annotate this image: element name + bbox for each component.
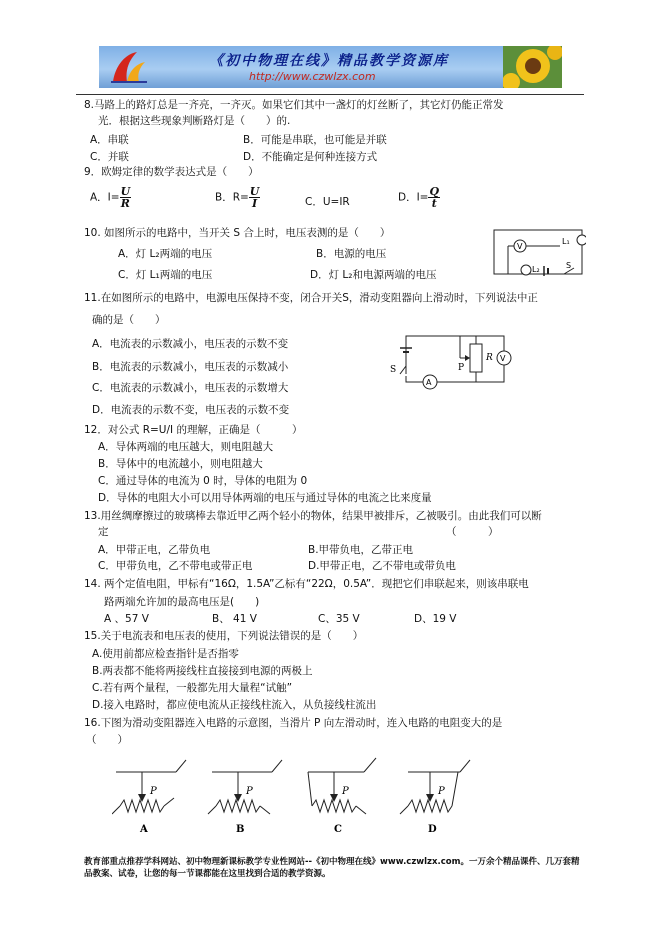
q8-option-d: D．不能确定是何种连接方式 bbox=[243, 151, 378, 163]
q16-d-p-label: P bbox=[438, 786, 445, 797]
q14-option-a: A 、57 V bbox=[104, 613, 149, 625]
q16-label-d: D bbox=[428, 824, 437, 835]
q13-option-a: A．甲带正电，乙带负电 bbox=[98, 544, 211, 556]
q16-label-a: A bbox=[140, 824, 148, 835]
q11-circuit-diagram bbox=[386, 330, 518, 396]
sunflower-icon bbox=[503, 46, 562, 88]
q15-option-a: A.使用前都应检查指针是否指零 bbox=[92, 648, 239, 660]
q9-b-numerator: U bbox=[249, 185, 260, 198]
q11-slider-label: P bbox=[458, 363, 465, 373]
q9-d-fraction bbox=[428, 186, 440, 209]
q16-label-b: B bbox=[236, 824, 245, 835]
q9-option-d bbox=[398, 186, 440, 209]
q12-option-d: D．导体的电阻大小可以用导体两端的电压与通过导体的电流之比来度量 bbox=[98, 492, 432, 504]
q10-stem: 10. 如图所示的电路中，当开关 S 合上时，电压表测的是（ ） bbox=[84, 227, 391, 239]
q8-stem-line2: 光．根据这些现象判断路灯是（ ）的. bbox=[98, 115, 291, 127]
site-logo-icon bbox=[107, 48, 151, 86]
q16-a-p-label: P bbox=[150, 786, 157, 797]
q11-option-a: A．电流表的示数减小，电压表的示数不变 bbox=[92, 338, 289, 350]
q9-option-b bbox=[215, 186, 260, 209]
q16-diagram-b bbox=[208, 760, 282, 835]
q9-a-denominator: R bbox=[120, 197, 130, 210]
q10-l1-label: L₁ bbox=[562, 237, 570, 246]
q11-switch-label: S bbox=[390, 365, 397, 375]
q13-stem-line1: 13.用丝绸摩擦过的玻璃棒去靠近甲乙两个轻小的物体，结果甲被排斥，乙被吸引。由此我们可以断 bbox=[84, 510, 542, 522]
q9-b-denominator: I bbox=[252, 197, 258, 210]
q8-option-c: C．并联 bbox=[90, 151, 129, 163]
q15-option-c: C.若有两个量程，一般都先用大量程“试触” bbox=[92, 682, 293, 694]
q9-a-fraction bbox=[120, 186, 132, 209]
q16-diagram-d bbox=[400, 760, 470, 835]
q9-stem: 9．欧姆定律的数学表达式是（ ） bbox=[84, 166, 259, 178]
q11-ammeter-label: A bbox=[426, 378, 432, 387]
q14-stem-line1: 14. 两个定值电阻，甲标有“16Ω，1.5A”乙标有“22Ω，0.5A”．现把它们串联起来，则该串联电 bbox=[84, 578, 529, 590]
q11-option-b: B．电流表的示数减小，电压表的示数减小 bbox=[92, 361, 289, 373]
q12-option-c: C．通过导体的电流为 0 时，导体的电阻为 0 bbox=[98, 475, 308, 487]
q10-option-a: A．灯 L₂两端的电压 bbox=[118, 248, 213, 260]
q15-stem: 15.关于电流表和电压表的使用，下列说法错误的是（ ） bbox=[84, 630, 364, 642]
banner-url[interactable]: http://www.czwlzx.com bbox=[249, 70, 376, 83]
q16-answer-paren: （ ） bbox=[86, 734, 128, 746]
q9-a-prefix: A．I= bbox=[90, 191, 120, 204]
q16-label-c: C bbox=[334, 824, 342, 835]
q16-stem: 16.下图为滑动变阻器连入电路的示意图，当滑片 P 向左滑动时，连入电路的电阻变大的是 bbox=[84, 717, 503, 729]
q10-voltmeter-label: V bbox=[517, 242, 523, 251]
header-rule bbox=[76, 94, 584, 95]
q11-resistor-label: R bbox=[486, 353, 493, 363]
q12-option-b: B．导体中的电流越小，则电阻越大 bbox=[98, 458, 263, 470]
q10-lamp-l2-icon bbox=[521, 265, 531, 275]
q10-option-b: B．电源的电压 bbox=[316, 248, 387, 260]
q13-answer-paren: （ ） bbox=[446, 526, 499, 538]
q16-rheostat-diagrams bbox=[112, 752, 472, 836]
q10-circuit-diagram bbox=[490, 226, 586, 280]
q11-rheostat-icon bbox=[470, 344, 482, 372]
footer-text: 教育部重点推荐学科网站、初中物理新课标教学专业性网站--《初中物理在线》www.czwlzx.com。一万余个精品课件、几万套精品教案、试卷，让您的每一节课都能在这里找到合适的教学资源。 bbox=[84, 857, 580, 879]
q9-a-numerator: U bbox=[120, 185, 131, 198]
q14-option-c: C、35 V bbox=[318, 613, 360, 625]
q10-switch-label: S bbox=[566, 261, 572, 270]
q13-option-b: B.甲带负电，乙带正电 bbox=[308, 544, 414, 556]
q9-option-a bbox=[90, 186, 131, 209]
q15-option-d: D.接入电路时，都应使电流从正接线柱流入，从负接线柱流出 bbox=[92, 699, 377, 711]
q9-option-c: C．U=IR bbox=[305, 196, 350, 208]
q13-option-c: C．甲带负电，乙不带电或带正电 bbox=[98, 560, 253, 572]
q10-l2-label: L₂ bbox=[532, 265, 540, 274]
q11-option-d: D．电流表的示数不变，电压表的示数不变 bbox=[92, 404, 290, 416]
q15-option-b: B.两表都不能将两接线柱直接接到电源的两极上 bbox=[92, 665, 313, 677]
q11-stem-line2: 确的是（ ） bbox=[92, 314, 166, 326]
q13-option-d: D.甲带正电，乙不带电或带负电 bbox=[308, 560, 456, 572]
q11-stem-line1: 11.在如图所示的电路中，电源电压保持不变，闭合开关S，滑动变阻器向上滑动时，下列说法中正 bbox=[84, 292, 538, 304]
q16-c-p-label: P bbox=[342, 786, 349, 797]
q11-option-c: C．电流表的示数减小，电压表的示数增大 bbox=[92, 382, 289, 394]
q10-option-c: C．灯 L₁两端的电压 bbox=[118, 269, 213, 281]
q12-stem: 12．对公式 R=U/I 的理解，正确是（ ） bbox=[84, 424, 303, 436]
q9-d-prefix: D．I= bbox=[398, 191, 429, 204]
q12-option-a: A．导体两端的电压越大，则电阻越大 bbox=[98, 441, 274, 453]
q11-voltmeter-label: V bbox=[500, 354, 506, 363]
header-banner bbox=[99, 46, 562, 88]
q9-b-fraction bbox=[249, 186, 261, 209]
q8-option-b: B．可能是串联，也可能是并联 bbox=[243, 134, 387, 146]
q8-stem-line1: 8.马路上的路灯总是一齐亮，一齐灭。如果它们其中一盏灯的灯丝断了，其它灯仍能正常发 bbox=[84, 99, 504, 111]
q9-b-prefix: B．R= bbox=[215, 191, 249, 204]
q14-option-d: D、19 V bbox=[414, 613, 457, 625]
q8-option-a: A．串联 bbox=[90, 134, 129, 146]
q10-option-d: D．灯 L₂和电源两端的电压 bbox=[310, 269, 437, 281]
q11-switch-icon bbox=[400, 366, 406, 374]
q14-option-b: B、 41 V bbox=[212, 613, 257, 625]
q14-stem-line2: 路两端允许加的最高电压是( ) bbox=[104, 596, 260, 608]
q10-lamp-l1-icon bbox=[577, 235, 586, 245]
q16-diagram-c bbox=[308, 758, 376, 835]
q9-d-numerator: Q bbox=[429, 185, 440, 198]
q16-b-p-label: P bbox=[246, 786, 253, 797]
q9-d-denominator: t bbox=[431, 197, 437, 210]
banner-title: 《初中物理在线》精品教学资源库 bbox=[209, 53, 449, 69]
q13-stem-line2: 定 bbox=[98, 526, 109, 538]
q16-diagram-a bbox=[112, 760, 186, 835]
